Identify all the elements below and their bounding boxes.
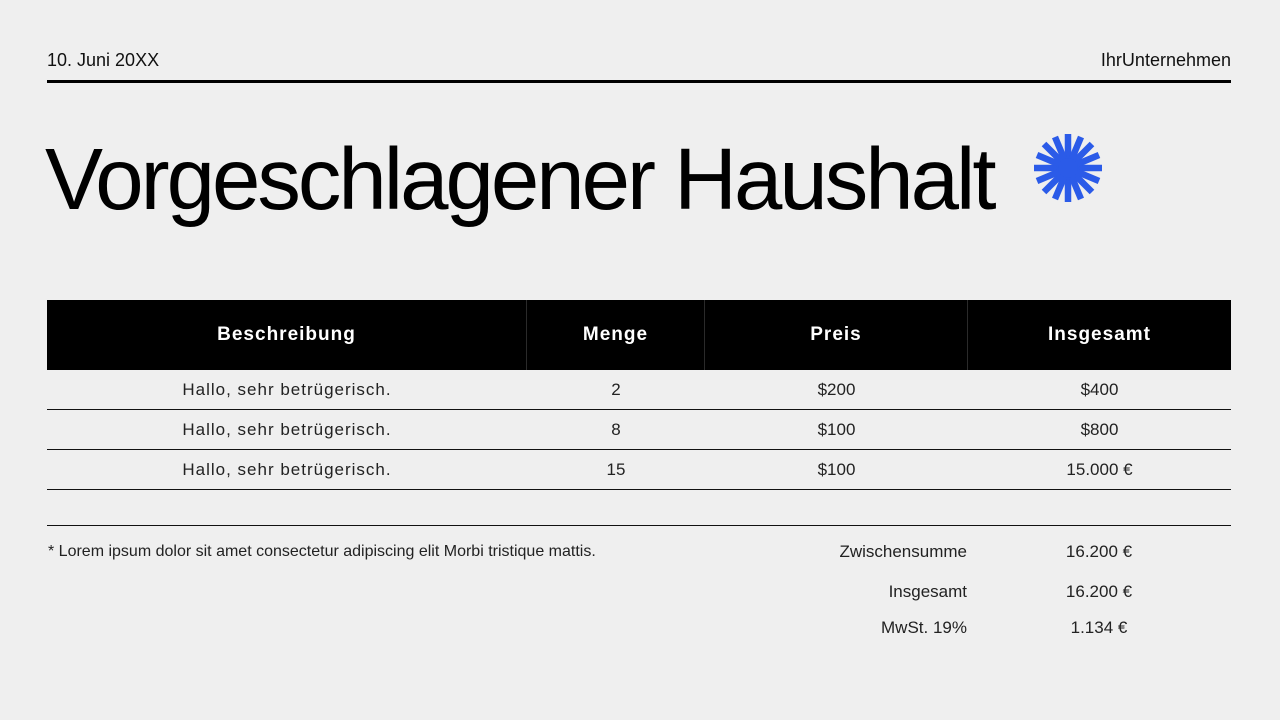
row-price: $100 [817, 419, 856, 439]
summary-divider [47, 525, 1231, 526]
vat-value: 1.134 € [1070, 618, 1128, 637]
row-description: Hallo, sehr betrügerisch. [182, 419, 392, 439]
table-row [47, 410, 1231, 450]
row-total: 15.000 € [1066, 459, 1133, 479]
budget-table [47, 300, 1231, 490]
table-row [47, 370, 1231, 410]
subtotal-value: 16.200 € [1065, 542, 1133, 561]
row-quantity: 8 [611, 419, 621, 439]
column-header-total: Insgesamt [1048, 324, 1151, 345]
table-header [47, 300, 1231, 370]
grand-total-label: Insgesamt [888, 582, 967, 601]
row-description: Hallo, sehr betrügerisch. [182, 459, 392, 479]
row-price: $200 [817, 379, 856, 399]
footnote: * Lorem ipsum dolor sit amet consectetur adipiscing elit Morbi tristique mattis. [48, 543, 596, 560]
vat-label: MwSt. 19% [881, 618, 967, 637]
subtotal-label: Zwischensumme [839, 542, 967, 561]
row-price: $100 [817, 459, 856, 479]
grand-total-value: 16.200 € [1065, 582, 1133, 601]
asterisk-icon [1032, 132, 1104, 204]
row-quantity: 15 [606, 459, 626, 479]
table-row [47, 450, 1231, 490]
column-header-quantity: Menge [527, 300, 705, 370]
header-divider [47, 80, 1231, 83]
row-description: Hallo, sehr betrügerisch. [182, 379, 392, 399]
row-total: $400 [1080, 379, 1119, 399]
header-date: 10. Juni 20XX [47, 50, 160, 70]
row-quantity: 2 [611, 379, 621, 399]
page-title: Vorgeschlagener Haushalt [45, 131, 994, 228]
row-total: $800 [1080, 419, 1119, 439]
column-header-price: Preis [705, 300, 968, 370]
company-name: IhrUnternehmen [1100, 50, 1231, 70]
column-header-description: Beschreibung [47, 300, 527, 370]
